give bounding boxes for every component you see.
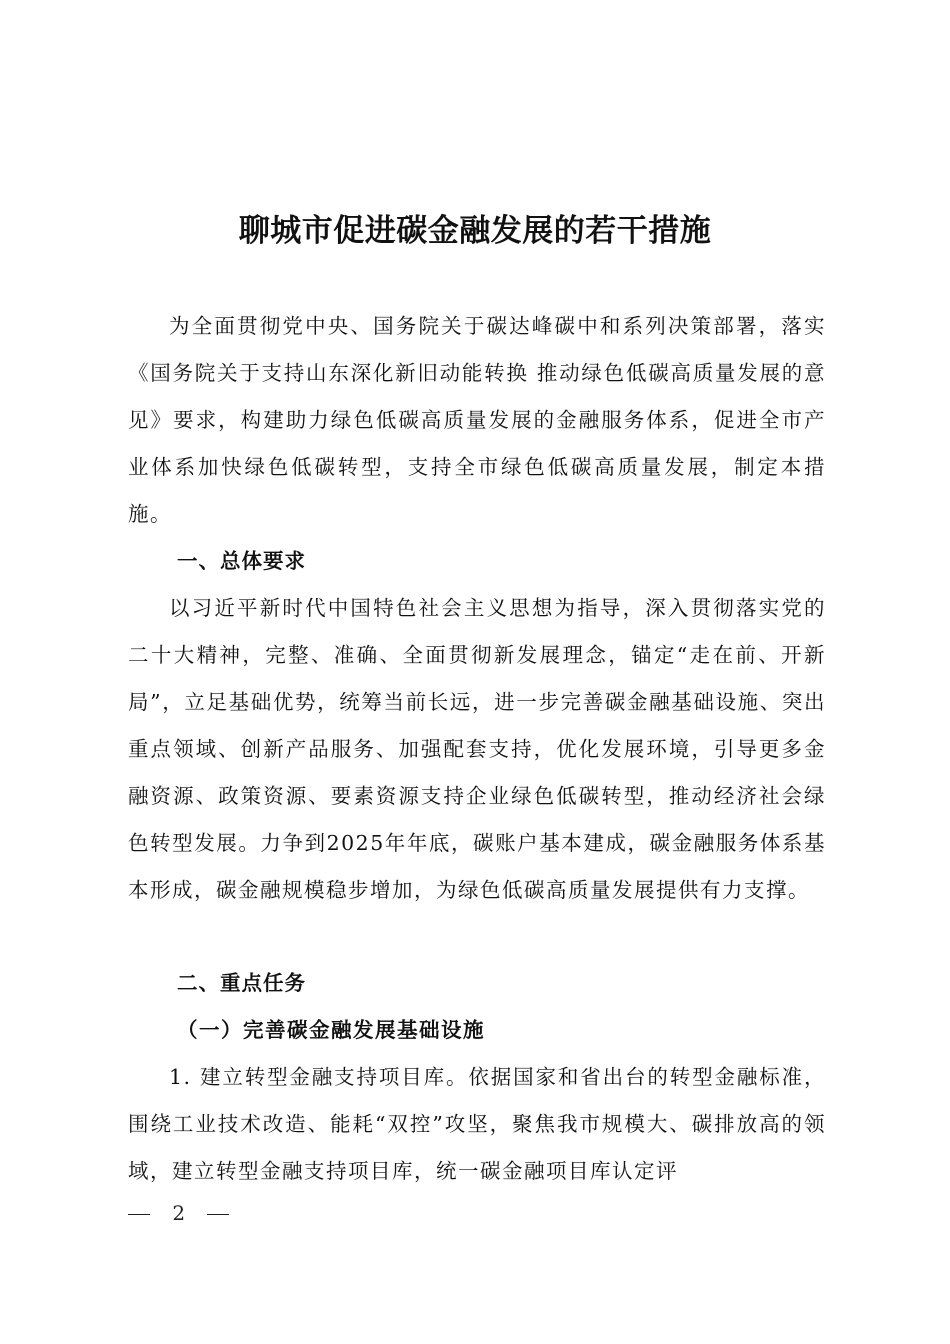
subsection-heading-infrastructure: （一）完善碳金融发展基础设施 [177, 1018, 485, 1042]
page-number-dash-right [207, 1214, 229, 1215]
section-heading-key-tasks: 二、重点任务 [177, 971, 306, 995]
page-number-value: 2 [172, 1201, 186, 1225]
item-1-paragraph: 1. 建立转型金融支持项目库。依据国家和省出台的转型金融标准，围绕工业技术改造、能耗“双控”攻坚，聚焦我市规模大、碳排放高的领域，建立转型金融支持项目库，统一碳金融项目库认定评 [128, 1065, 826, 1183]
page-number-dash-left [128, 1214, 150, 1215]
page-number [128, 1198, 229, 1228]
section-heading-general-requirements: 一、总体要求 [177, 549, 306, 573]
intro-paragraph: 为全面贯彻党中央、国务院关于碳达峰碳中和系列决策部署，落实《国务院关于支持山东深化新旧动能转换 推动绿色低碳高质量发展的意见》要求，构建助力绿色低碳高质量发展的金融服务体系，促进全市产业体系加快绿色低碳转型，支持全市绿色低碳高质量发展，制定本措施。 [128, 314, 826, 526]
document-title: 聊城市促进碳金融发展的若干措施 [238, 213, 712, 249]
general-requirements-paragraph: 以习近平新时代中国特色社会主义思想为指导，深入贯彻落实党的二十大精神，完整、准确、全面贯彻新发展理念，锚定“走在前、开新局”，立足基础优势，统筹当前长远，进一步完善碳金融基础设施、突出重点领域、创新产品服务、加强配套支持，优化发展环境，引导更多金融资源、政策资源、要素资源支持企业绿色低碳转型，推动经济社会绿色转型发展。力争到2025年年底，碳账户基本建成，碳金融服务体系基本形成，碳金融规模稳步增加，为绿色低碳高质量发展提供有力支撑。 [128, 596, 826, 902]
